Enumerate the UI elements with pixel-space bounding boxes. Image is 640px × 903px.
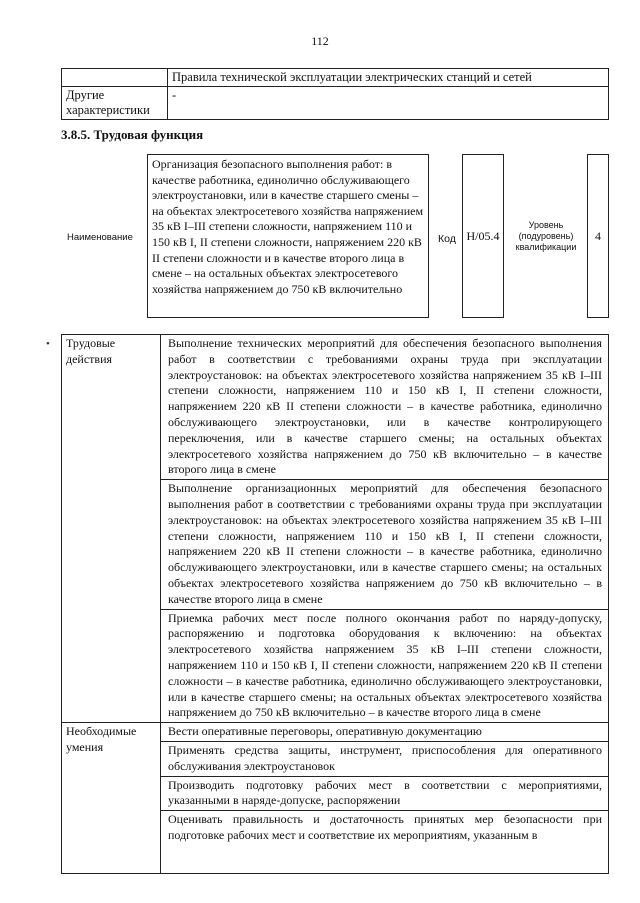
qualification-level-box — [587, 154, 609, 318]
empty-cell — [62, 69, 168, 87]
skill-item: Производить подготовку рабочих мест в соответствии с мероприятиями, указанными в наряде-допуске, распоряжении — [161, 776, 609, 811]
table-row — [62, 723, 609, 742]
skill-item: Применять средства защиты, инструмент, приспособления для оперативного обслуживания электроустановок — [161, 741, 609, 776]
stray-mark: • — [46, 338, 50, 350]
other-characteristics-label: Другие характеристики — [62, 87, 168, 120]
labor-actions-label: Трудовые действия — [62, 335, 161, 723]
table-row — [62, 87, 609, 120]
function-name-box: Организация безопасного выполнения работ: в качестве работника, единолично обслуживающего электроустановки, или в качестве старшего смены – на объектах электросетевого хозяйства напряжением 35 кВ I–III степени сложности, напряжением 110 и 150 кВ I, II степени сложности, напряжением 220 кВ II степени сложности и в качестве второго лица в смене – на остальных объектах электросетевого хозяйства напряжением до 750 кВ включительно — [147, 154, 429, 318]
skill-item: Оценивать правильность и достаточность принятых мер безопасности при подготовке рабочих мест и соответствие их мероприятиям, указанным в — [161, 811, 609, 874]
table-row — [62, 69, 609, 87]
labor-function-table — [61, 334, 609, 874]
table-row — [62, 335, 609, 480]
name-label: Наименование — [67, 232, 133, 243]
required-skills-label: Необходимые умения — [62, 723, 161, 874]
skill-item: Вести оперативные переговоры, оперативную документацию — [161, 723, 609, 742]
labor-action-item: Приемка рабочих мест после полного окончания работ по наряду-допуску, распоряжению и подготовка оборудования к включению: на объектах электросетевого хозяйства напряжением 35 кВ I–III степени сложности, напряжением 110 и 150 кВ I, II степени сложности, напряжением 220 кВ II степени сложности – в качестве работника, единолично обслуживающего электроустановки, или в качестве старшего смены; на остальных объектах электросетевого хозяйства напряжением до 750 кВ включительно – в качестве второго лица в смене — [161, 609, 609, 723]
qualification-level: 4 — [595, 228, 601, 243]
section-heading: 3.8.5. Трудовая функция — [61, 127, 204, 142]
page-number: 112 — [311, 34, 329, 48]
qualification-level-label: Уровень (подуровень) квалификации — [515, 220, 577, 252]
rules-cell: Правила технической эксплуатации электрических станций и сетей — [168, 69, 609, 87]
function-code: H/05.4 — [466, 228, 500, 243]
top-table — [61, 68, 609, 120]
other-characteristics-value: - — [168, 87, 609, 120]
function-code-box — [462, 154, 504, 318]
labor-action-item: Выполнение технических мероприятий для обеспечения безопасного выполнения работ в соответствии с требованиями охраны труда при эксплуатации электроустановок: на объектах электросетевого хозяйства напряжением 35 кВ I–III степени сложности, напряжением 110 и 150 кВ I, II степени сложности, напряжением 220 кВ II степени сложности – в качестве работника, единолично обслуживающего электроустановки, или в качестве контролирующего переключения, или в качестве старшего смены; на остальных объектах электросетевого хозяйства напряжением до 750 кВ включительно – в качестве второго лица в смене — [161, 335, 609, 480]
labor-action-item: Выполнение организационных мероприятий для обеспечения безопасного выполнения работ в соответствии с требованиями охраны труда при эксплуатации электроустановок: на объектах электросетевого хозяйства напряжением 35 кВ I–III степени сложности, напряжением 110 и 150 кВ I, II степени сложности, напряжением 220 кВ II степени сложности – в качестве работника, единолично обслуживающего электроустановки, или в качестве старшего смены; на остальных объектах электросетевого хозяйства напряжением до 750 кВ включительно – в качестве второго лица в смене — [161, 480, 609, 609]
code-label: Код — [438, 233, 456, 245]
